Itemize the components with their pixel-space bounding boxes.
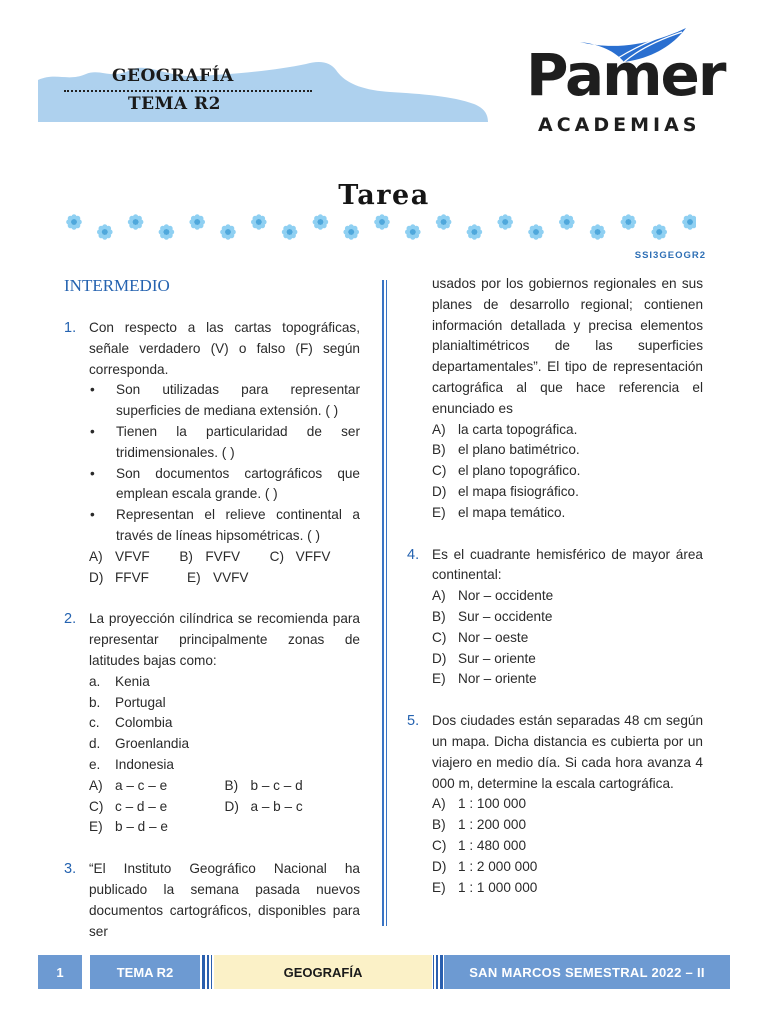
footer-bars-icon	[432, 955, 444, 989]
option-c[interactable]: C) Nor – oeste	[432, 629, 529, 645]
list-item: b. Portugal	[89, 694, 166, 710]
option-b[interactable]: B) el plano batimétrico.	[432, 442, 580, 458]
question-4	[407, 545, 703, 587]
flower-icon	[374, 214, 390, 230]
flower-icon	[251, 214, 267, 230]
option-b[interactable]: B) 1 : 200 000	[432, 817, 527, 833]
answer-options	[64, 817, 360, 838]
flower-icon	[405, 224, 421, 240]
question-number: 3.	[64, 861, 77, 878]
question-2	[64, 609, 360, 671]
option-c[interactable]: C) 1 : 480 000	[432, 837, 527, 853]
question-text: La proyección cilíndrica se recomienda para representar principalmente zonas de latitudes bajas como:	[89, 611, 360, 668]
flower-icon	[313, 214, 329, 230]
question-text: “El Instituto Geográfico Nacional ha publicado la semana pasada nuevos documentos cartográficos, disponibles para ser	[89, 861, 360, 939]
option-e[interactable]: E) b – d – e	[89, 819, 168, 835]
option-c[interactable]: C) c – d – e	[89, 798, 168, 814]
left-column	[64, 318, 360, 942]
flower-icon	[282, 224, 298, 240]
list-item: c. Colombia	[89, 715, 173, 731]
option-a[interactable]: A) a – c – e	[89, 777, 168, 793]
flower-icon	[497, 214, 513, 230]
option-a[interactable]: A) la carta topográfica.	[432, 421, 578, 437]
question-number: 1.	[64, 320, 77, 336]
flower-icon	[128, 214, 144, 230]
question-number: 2.	[64, 611, 77, 628]
answer-options	[64, 547, 360, 568]
right-column	[407, 274, 703, 898]
footer-semester: SAN MARCOS SEMESTRAL 2022 – II	[444, 955, 730, 989]
question-5	[407, 711, 703, 794]
list-item: d. Groenlandia	[89, 736, 190, 752]
list-item: a. Kenia	[89, 673, 150, 689]
question-number: 5.	[407, 713, 420, 730]
option-e[interactable]: E) 1 : 1 000 000	[432, 879, 538, 895]
question-3	[64, 859, 360, 942]
option-b[interactable]: B) FVFV	[179, 548, 241, 564]
statement-item: • Son documentos cartográficos que emplean escala grande. ( )	[90, 464, 360, 506]
question-1	[64, 318, 360, 380]
option-d[interactable]: D) el mapa fisiográfico.	[432, 483, 579, 499]
flower-icon	[189, 214, 205, 230]
option-a[interactable]: A) 1 : 100 000	[432, 796, 527, 812]
footer-subject: GEOGRAFÍA	[214, 955, 432, 989]
option-d[interactable]: D) Sur – oriente	[432, 650, 536, 666]
option-a[interactable]: A) VFVF	[89, 548, 150, 564]
flower-icon	[559, 214, 575, 230]
statement-item: • Son utilizadas para representar superficies de mediana extensión. ( )	[90, 380, 360, 422]
document-code: SSI3GEOGR2	[634, 250, 706, 261]
page-number: 1	[38, 955, 82, 989]
option-d[interactable]: D) 1 : 2 000 000	[432, 858, 538, 874]
question-3-continued	[407, 274, 703, 420]
flower-icon	[159, 224, 175, 240]
option-c[interactable]: C) el plano topográfico.	[432, 463, 581, 479]
statement-item: • Representan el relieve continental a través de líneas hipsométricas. ( )	[90, 505, 360, 547]
option-d[interactable]: D) a – b – c	[224, 798, 303, 814]
page-footer	[38, 955, 730, 989]
logo-wordmark: Pamer	[526, 41, 725, 109]
question-text: Con respecto a las cartas topográficas, señale verdadero (V) o falso (F) según corresponda.	[89, 320, 360, 377]
question-text: usados por los gobiernos regionales en sus planes de desarrollo regional; contienen información detallada y precisa elementos planialtimétricos de las superficies departamentales”. El tipo de representación cartográfica al que hace referencia el enunciado es	[432, 276, 703, 416]
option-a[interactable]: A) Nor – occidente	[432, 588, 554, 604]
question-text: Es el cuadrante hemisférico de mayor área continental:	[432, 546, 703, 583]
page-title: Tarea	[338, 180, 430, 211]
answer-options	[64, 568, 360, 589]
flower-divider	[64, 212, 696, 242]
flower-icon	[651, 224, 667, 240]
option-b[interactable]: B) b – c – d	[224, 777, 303, 793]
flower-icon	[682, 214, 696, 230]
flower-icon	[66, 214, 82, 230]
footer-bars-icon	[201, 955, 213, 989]
statement-item: • Tienen la particularidad de ser tridimensionales. ( )	[90, 422, 360, 464]
header-topic: TEMA R2	[128, 94, 221, 114]
question-text: Dos ciudades están separadas 48 cm según un mapa. Dicha distancia es cubierta por un viajero en medio día. Si cada hora avanza 4 000 m, determine la escala cartográfica.	[432, 713, 703, 791]
answer-options	[64, 797, 360, 818]
option-e[interactable]: E) el mapa temático.	[432, 504, 566, 520]
flower-icon	[528, 224, 544, 240]
column-divider	[382, 280, 387, 926]
option-c[interactable]: C) VFFV	[269, 548, 331, 564]
flower-icon	[343, 224, 359, 240]
flower-icon	[467, 224, 483, 240]
header-divider	[64, 90, 312, 92]
answer-options	[64, 776, 360, 797]
statement-list	[64, 380, 360, 546]
flower-icon	[621, 214, 637, 230]
option-e[interactable]: E) Nor – oriente	[432, 671, 537, 687]
list-item: e. Indonesia	[89, 756, 174, 772]
flower-icon	[590, 224, 606, 240]
footer-topic: TEMA R2	[90, 955, 200, 989]
section-heading: INTERMEDIO	[64, 276, 170, 295]
option-d[interactable]: D) FFVF	[89, 569, 149, 585]
flower-icon	[436, 214, 452, 230]
flower-icon	[97, 224, 113, 240]
header-subject: GEOGRAFÍA	[112, 66, 234, 86]
option-b[interactable]: B) Sur – occidente	[432, 608, 553, 624]
question-number: 4.	[407, 546, 420, 563]
logo-subtitle: ACADEMIAS	[538, 114, 701, 136]
flower-icon	[220, 224, 236, 240]
option-e[interactable]: E) VVFV	[187, 569, 249, 585]
